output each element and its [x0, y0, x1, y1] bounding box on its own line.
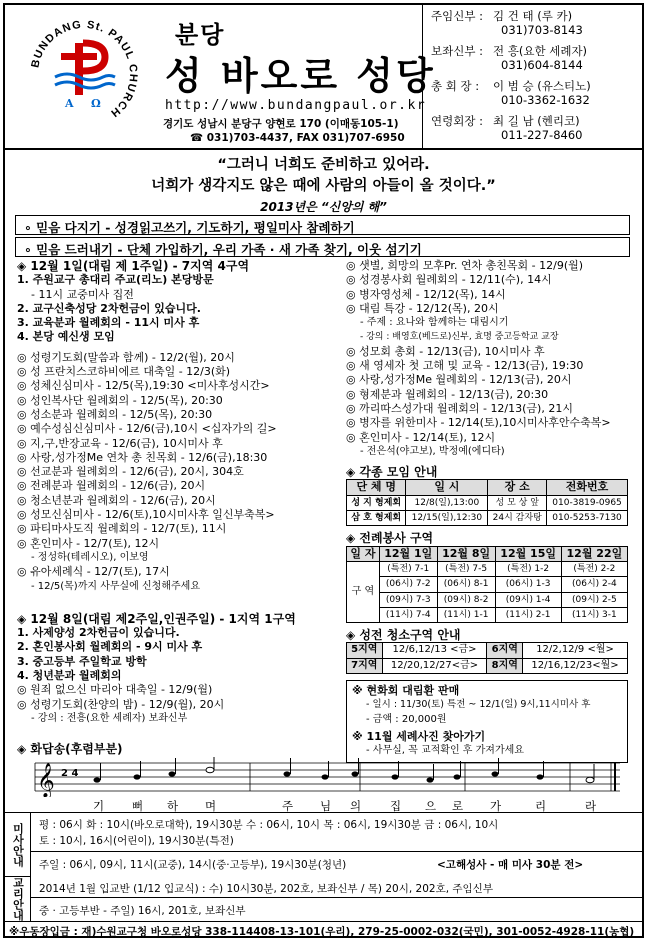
mass-sunday: 주일 : 06시, 09시, 11시(교중), 14시(중·고등부), 19시30분(청년) — [39, 859, 347, 871]
lyric: 집 — [390, 799, 402, 813]
dec8-title: ◈ 12월 8일(대림 제2주일,인권주일) - 1지역 1구역 — [17, 611, 296, 626]
list-item: ◎ 사랑,성가정Me 월례회의 - 12/13(금), 20시 — [346, 373, 572, 387]
list-item: - 주제 : 요나와 함께하는 대림시기 — [360, 317, 509, 329]
list-item: 2. 혼인봉사회 월례회의 - 9시 미사 후 — [17, 640, 203, 654]
staff-row: 보좌신부 : 전 흥(요한 세례자) 031)604-8144 — [431, 44, 588, 72]
list-item: 1. 사제양성 2차헌금이 있습니다. — [17, 626, 180, 640]
table-row: 삼 호 형제회 12/15(일),12:30 24시 감자탕 010-5253-7130 — [347, 511, 628, 526]
list-item: ◎ 선교분과 월례회의 - 12/6(금), 20시, 304호 — [17, 465, 244, 479]
website-url[interactable]: http://www.bundangpaul.or.kr — [165, 98, 427, 113]
list-item: 3. 교육분과 월례회의 - 11시 미사 후 — [17, 316, 200, 330]
lyric: 리 — [535, 799, 547, 813]
banner-faith-express: ∘ 믿음 드러내기 - 단체 가입하기, 우리 가족 · 새 가족 찾기, 이웃 섬기기 — [15, 237, 630, 257]
list-item: ◎ 유아세례식 - 12/7(토), 17시 — [17, 565, 170, 579]
list-item: - 12/5(목)까지 사무실에 신청해주세요 — [31, 580, 200, 592]
list-item: 4. 본당 예신생 모임 — [17, 330, 115, 344]
list-item: ◎ 사랑,성가정Me 연차 총 친목회 - 12/6(금),18:30 — [17, 450, 268, 464]
lyric: 가 — [490, 799, 502, 813]
list-item: ◎ 예수성심신심미사 - 12/6(금),10시 <십자가의 길> — [17, 422, 277, 436]
list-item: 4. 청년분과 월례회의 — [17, 669, 122, 683]
edu-line1: 2014년 1월 입교반 (1/12 입교식) : 수) 10시30분, 202호, 보좌신부 / 목) 20시, 202호, 주임신부 — [39, 883, 493, 895]
svg-text:Ω: Ω — [91, 97, 101, 110]
scripture-quote: “그러니 너희도 준비하고 있어라. 너희가 생각지도 않은 때에 사람의 아들이 올 것이다.” — [151, 157, 496, 194]
table-row: 5지역 12/6,12/13 <금> 6지역 12/2,12/9 <월> — [347, 643, 628, 658]
lyric: 뻐 — [132, 799, 144, 813]
clean-title: ◈ 성전 청소구역 안내 — [346, 628, 461, 643]
list-item: - 전은석(야고보), 박정예(에디타) — [360, 445, 505, 457]
table-row: 7지역 12/20,12/27<금> 8지역 12/16,12/23<월> — [347, 658, 628, 673]
liturgy-table: 일 자 12월 1일 12월 8일 12월 15일 12월 22일 구 역 (특전) 7-1 (특전) 7-5 (특전) 1-2 (특전) 2-2 (06시) 7-2 (06시) 8-1 (06시) 1-3 (06시) 2-4 (09시) 7-3 (09시) 8-2 (09시) 1-4 (09시) 2-5 (11시) 7-4 (11시) 1-1 (11시) 2-1 (11시) 3-1 — [346, 546, 628, 623]
list-item: ◎ 원죄 없으신 마리아 대축일 - 12/9(월) — [17, 683, 213, 697]
staff-row: 주임신부 : 김 건 태 (루 카) 031)703-8143 — [431, 9, 583, 37]
church-name-small: 분당 — [175, 21, 226, 49]
list-item: ◎ 성령기도회(말씀과 함께) - 12/2(월), 20시 — [17, 350, 235, 364]
list-item: - 강의 : 전흥(요한 세례자) 보좌신부 — [31, 712, 188, 724]
list-item: ◎ 성경봉사회 월례회의 - 12/11(수), 14시 — [346, 273, 552, 287]
staff-list — [422, 5, 642, 148]
bulletin-page — [3, 3, 644, 938]
lyric: 며 — [205, 799, 217, 813]
list-item: ◎ 성모회 총회 - 12/13(금), 10시미사 후 — [346, 344, 545, 358]
table-row: (06시) 7-2 (06시) 8-1 (06시) 1-3 (06시) 2-4 — [347, 577, 628, 592]
lyric: 라 — [585, 799, 597, 813]
svg-text:𝄞: 𝄞 — [37, 763, 55, 797]
dec1-title: ◈ 12월 1일(대림 제 1주일) - 7지역 4구역 — [17, 259, 250, 273]
list-item: ◎ 청소년분과 월례회의 - 12/6(금), 20시 — [17, 493, 216, 507]
notice-box: ※ 현화회 대림환 판매 - 일시 : 11/30(토) 특전 ~ 12/1(일) 9시,11시미사 후 - 금액 : 20,000원 ※ 11월 세례사진 찾아가기 - 사무실, 꼭 교적확인 후 가져가세요 — [346, 680, 628, 762]
list-item: - 정성하(테레시오), 이보영 — [31, 551, 149, 563]
list-item: ◎ 새 영세자 첫 고해 및 교육 - 12/13(금), 19:30 — [346, 359, 584, 373]
list-item: ◎ 샛별, 희망의 모후Pr. 연차 총친목회 - 12/9(월) — [346, 259, 584, 272]
list-item: ◎ 성 프란치스코하비에르 대축일 - 12/3(화) — [17, 365, 231, 379]
list-item: ◎ 병자를 위한미사 - 12/14(토),10시미사후안수축복> — [346, 416, 611, 430]
list-item: ◎ 혼인미사 - 12/14(토), 12시 — [346, 430, 496, 444]
edu-line2: 중 · 고등부반 - 주일) 16시, 201호, 보좌신부 — [39, 905, 246, 917]
list-item: ◎ 성인복사단 월례회의 - 12/5(목), 20:30 — [17, 393, 223, 407]
meetings-title: ◈ 각종 모임 안내 — [346, 465, 438, 480]
list-item: - 강의 : 배영호(베드로)신부, 효명 중고등학교 교장 — [360, 332, 559, 343]
mass-weekday: 평 : 06시 화 : 10시(바오로대학), 19시30분 수 : 06시, 10시 목 : 06시, 19시30분 금 : 06시, 10시 — [39, 819, 499, 831]
list-item: ◎ 성령기도회(찬양의 밤) - 12/9(월), 20시 — [17, 697, 225, 711]
list-item: 1. 주원교구 총대리 주교(리노) 본당방문 — [17, 273, 214, 287]
list-item: ◎ 파티마사도직 월례회의 - 12/7(토), 11시 — [17, 522, 227, 536]
lyric: 님 — [320, 799, 332, 813]
music-title: ◈ 화답송(후렴부분) — [17, 742, 123, 756]
svg-text:2 4: 2 4 — [61, 768, 79, 779]
meetings-table: 단 체 명 일 시 장 소 전화번호 성 지 형제회 12/8(일),13:00 성 모 상 앞 010-3819-0965 삼 호 형제회 12/15(일),12:30 24시 감자탕 010-5253-7130 — [346, 479, 628, 526]
year-theme: 2013년은 “신앙의 해” — [260, 200, 387, 214]
list-item: - 11시 교중미사 집전 — [31, 287, 134, 301]
list-item: 3. 중고등부 주일학교 방학 — [17, 654, 147, 668]
list-item: ◎ 성소분과 월례회의 - 12/5(목), 20:30 — [17, 407, 213, 421]
list-item: ◎ 전례분과 월례회의 - 12/6(금), 20시 — [17, 479, 206, 493]
church-name: 성 바오로 성당 — [165, 54, 436, 98]
lyric: 으 — [425, 799, 437, 813]
banner-faith-strengthen: ∘ 믿음 다지기 - 성경읽고쓰기, 기도하기, 평일미사 참례하기 — [15, 215, 630, 235]
lyric: 기 — [93, 799, 105, 813]
list-item: ◎ 병자영성체 - 12/12(목), 14시 — [346, 287, 506, 301]
list-item: ◎ 대림 특강 - 12/12(목), 20시 — [346, 301, 499, 315]
edu-label: 교리안내 — [5, 877, 31, 921]
left-column — [17, 259, 339, 726]
liturgy-title: ◈ 전례봉사 구역 — [346, 531, 434, 546]
mass-weekday2: 토 : 10시, 16시(어린이), 19시30분(특전) — [39, 835, 234, 847]
phone-fax: ☎ 031)703-4437, FAX 031)707-6950 — [190, 132, 405, 144]
list-item: ◎ 성체신심미사 - 12/5(목),19:30 <미사후성시간> — [17, 379, 270, 393]
table-row: (09시) 7-3 (09시) 8-2 (09시) 1-4 (09시) 2-5 — [347, 592, 628, 607]
lyric: 주 — [282, 799, 294, 813]
right-column — [346, 259, 636, 763]
music-staff — [25, 757, 625, 797]
staff-row: 총 회 장 : 이 범 승 (유스티노) 010-3362-1632 — [431, 79, 591, 107]
list-item: ◎ 성모신심미사 - 12/6(토),10시미사후 일신부축복> — [17, 508, 275, 522]
address: 경기도 성남시 분당구 양현로 170 (이매동105-1) — [163, 118, 399, 130]
lyric: 하 — [167, 799, 179, 813]
table-row: 성 지 형제회 12/8(일),13:00 성 모 상 앞 010-3819-0965 — [347, 495, 628, 510]
church-logo — [25, 15, 143, 133]
list-item: ◎ 지,구,반장교육 - 12/6(금), 10시미사 후 — [17, 436, 223, 450]
lyric: 의 — [350, 799, 362, 813]
svg-text:BUNDANG St. PAUL CHURCH: BUNDANG St. PAUL CHURCH — [29, 18, 140, 120]
table-row: (11시) 7-4 (11시) 1-1 (11시) 2-1 (11시) 3-1 — [347, 607, 628, 622]
list-item: ◎ 혼인미사 - 12/7(토), 12시 — [17, 536, 160, 550]
mass-label: 미사안내 — [5, 813, 31, 877]
clean-table — [346, 642, 628, 674]
list-item: 2. 교구신축성당 2차헌금이 있습니다. — [17, 301, 201, 315]
info-section — [5, 812, 642, 932]
list-item: ◎ 까리따스성가대 월례회의 - 12/13(금), 21시 — [346, 401, 573, 415]
donation-footer: ※우동장입금 : 재)수원교구청 바오로성당 338-114408-13-101(우리), 279-25-0002-032(국민), 301-0052-4928-11(농협) — [5, 921, 642, 939]
lyric: 로 — [452, 799, 464, 813]
staff-row: 연령회장 : 최 길 남 (헨리코) 011-227-8460 — [431, 114, 583, 142]
mass-note: <고해성사 - 매 미사 30분 전> — [437, 859, 584, 871]
header — [5, 5, 642, 150]
list-item: ◎ 형제분과 월례회의 - 12/13(금), 20:30 — [346, 387, 549, 401]
svg-text:A: A — [65, 97, 74, 110]
table-row: 구 역 (특전) 7-1 (특전) 7-5 (특전) 1-2 (특전) 2-2 — [347, 561, 628, 576]
